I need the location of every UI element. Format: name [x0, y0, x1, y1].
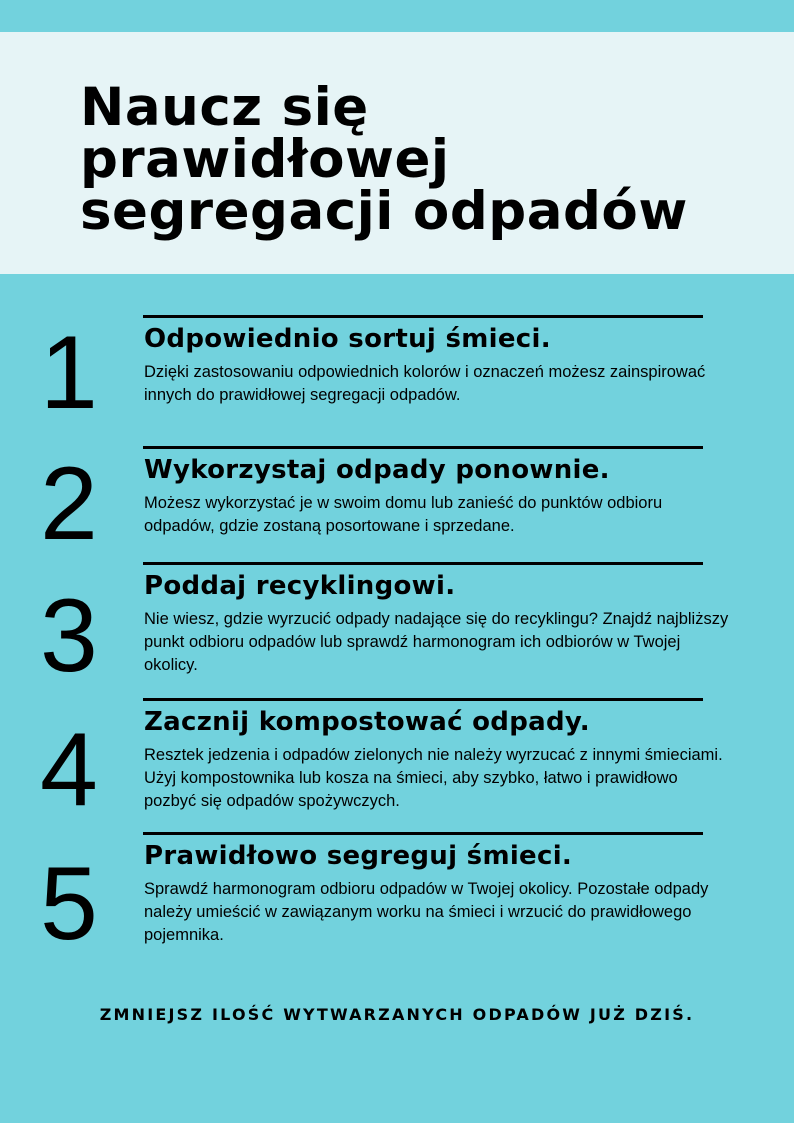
step-number: 4 [40, 712, 98, 828]
step-heading: Poddaj recyklingowi. [144, 571, 456, 601]
step-text: Sprawdź harmonogram odbioru odpadów w Twojej okolicy. Pozostałe odpady należy umieścić w zawiązanym worku na śmieci i wrzucić do prawidłowego pojemnika. [144, 880, 709, 944]
step-divider [143, 698, 703, 701]
step-text: Możesz wykorzystać je w swoim domu lub zanieść do punktów odbioru odpadów, gdzie zostaną posortowane i sprzedane. [144, 494, 663, 535]
step-text: Nie wiesz, gdzie wyrzucić odpady nadające się do recyklingu? Znajdź najbliższy punkt odbioru odpadów lub sprawdź harmonogram ich odbiorów w Twojej okolicy. [144, 610, 729, 674]
step-text: Resztek jedzenia i odpadów zielonych nie należy wyrzucać z innymi śmieciami. Użyj kompostownika lub kosza na śmieci, aby szybko, łatwo i prawidłowo pozbyć się odpadów spożywczych. [144, 746, 723, 810]
step-number: 1 [40, 315, 98, 431]
step-divider [143, 446, 703, 449]
footer-slogan: ZMNIEJSZ ILOŚĆ WYTWARZANYCH ODPADÓW JUŻ DZIŚ. [99, 1005, 695, 1024]
step-number: 3 [40, 578, 98, 694]
step-divider [143, 562, 703, 565]
step-heading: Zacznij kompostować odpady. [144, 707, 590, 737]
step-heading: Prawidłowo segreguj śmieci. [144, 841, 573, 871]
step-divider [143, 832, 703, 835]
step-text: Dzięki zastosowaniu odpowiednich kolorów i oznaczeń możesz zainspirować innych do prawidłowej segregacji odpadów. [144, 363, 706, 404]
page-title: Naucz się prawidłowej segregacji odpadów [80, 77, 688, 242]
step-number: 2 [40, 446, 98, 562]
step-divider [143, 315, 703, 318]
step-heading: Wykorzystaj odpady ponownie. [144, 455, 610, 485]
step-heading: Odpowiednio sortuj śmieci. [144, 324, 551, 354]
step-number: 5 [40, 846, 98, 962]
